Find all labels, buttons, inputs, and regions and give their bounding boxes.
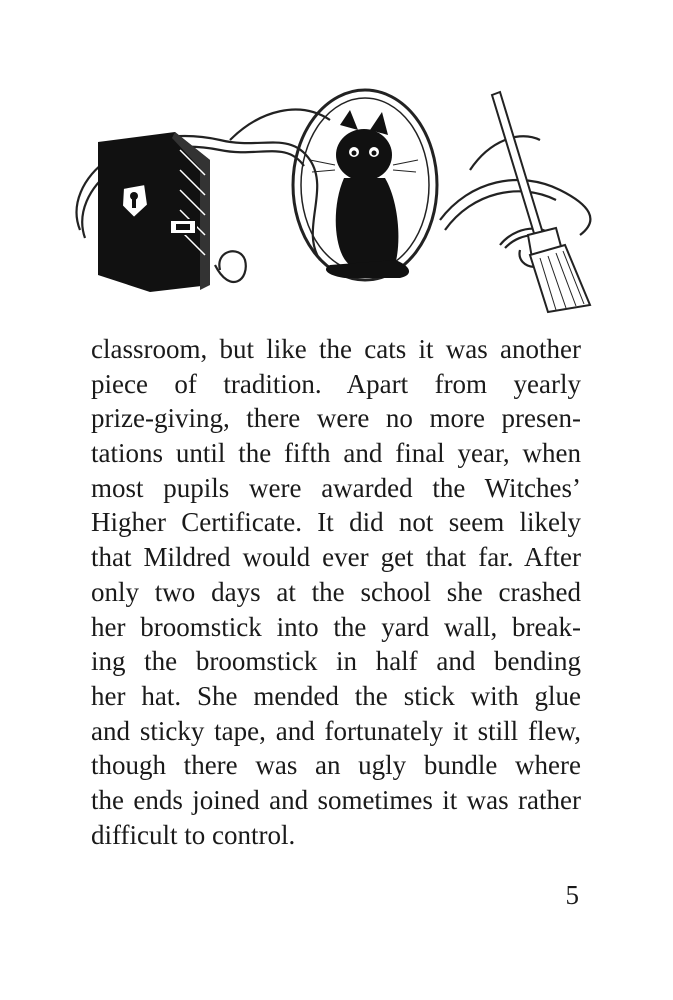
cat-icon (293, 90, 437, 280)
text-line: classroom, but like the cats it was another (91, 334, 581, 364)
text-line: prize-giving, there were no more presen- (91, 403, 581, 434)
text-line: tations until the fifth and final year, when (91, 438, 581, 469)
broomstick-icon (492, 92, 590, 312)
text-line: only two days at the school she crashed (91, 576, 581, 607)
page-number: 5 (565, 880, 579, 910)
text-line: her hat. She mended the stick with glue (91, 680, 581, 711)
header-illustration (0, 80, 673, 320)
text-line: the ends joined and sometimes it was rather (91, 784, 581, 815)
text-line: Higher Certificate. It did not seem likely (91, 507, 581, 538)
book-icon (98, 132, 210, 292)
body-text (91, 332, 581, 852)
text-line: her broomstick into the yard wall, break- (91, 611, 581, 642)
text-line: and sticky tape, and fortunately it still flew, (91, 715, 581, 746)
text-line: most pupils were awarded the Witches’ (91, 472, 581, 503)
text-line: though there was an ugly bundle where (91, 750, 581, 781)
text-line: difficult to control. (91, 819, 296, 850)
text-line: ing the broomstick in half and bending (91, 646, 581, 677)
text-line: piece of tradition. Apart from yearly (91, 368, 581, 399)
text-line: that Mildred would ever get that far. After (91, 542, 581, 573)
